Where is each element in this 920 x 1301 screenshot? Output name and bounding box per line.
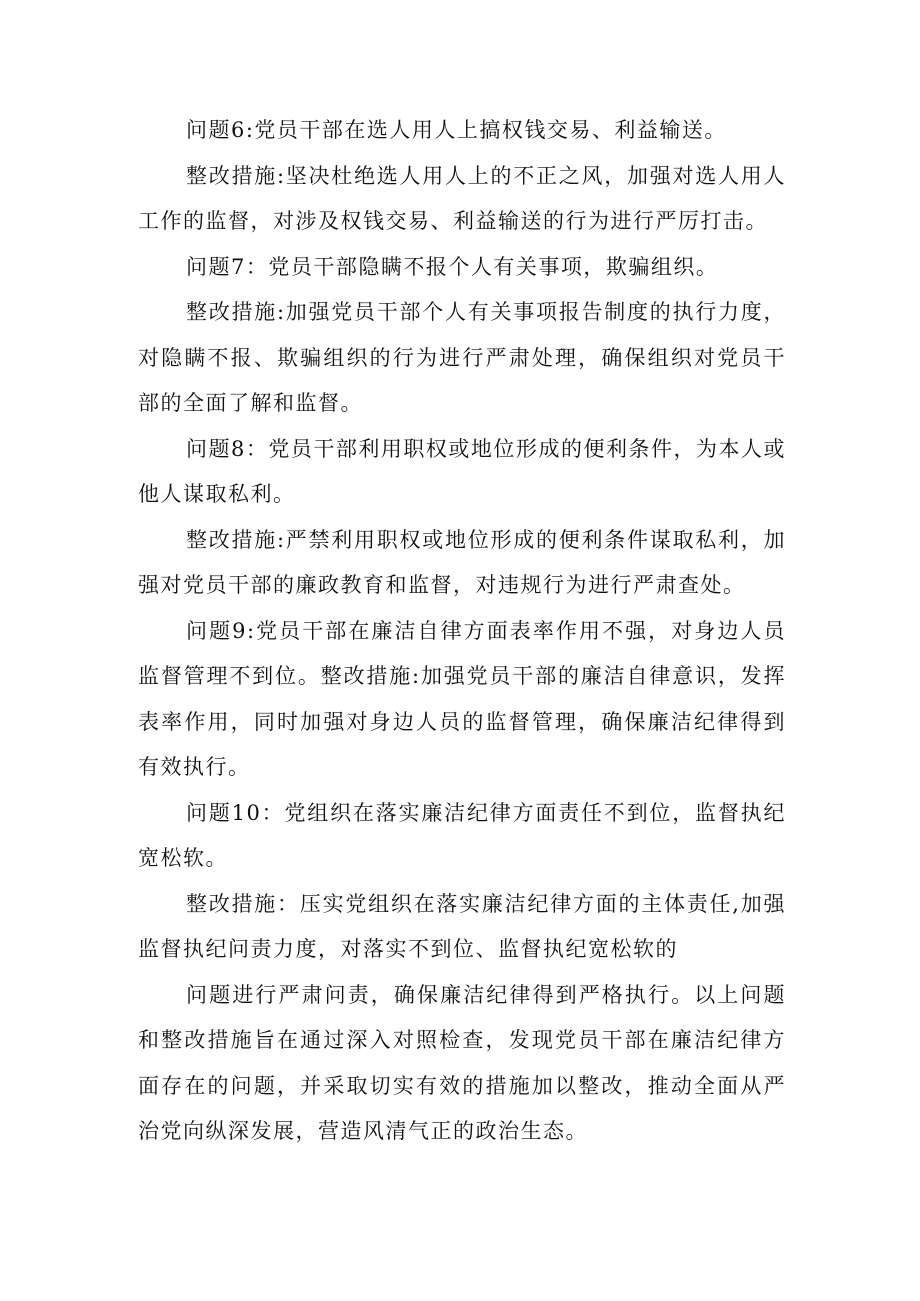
paragraph-issue-10: 问题10：党组织在落实廉洁纪律方面责任不到位，监督执纪宽松软。 [138,800,786,870]
paragraph-measure-7: 整改措施:加强党员干部个人有关事项报告制度的执行力度，对隐瞒不报、欺骗组织的行为进行严肃处理，确保组织对党员干部的全面了解和监督。 [138,300,786,415]
paragraph-measure-10: 整改措施：压实党组织在落实廉洁纪律方面的主体责任,加强监督执纪问责力度，对落实不到位、监督执纪宽松软的 [138,891,786,961]
paragraph-measure-8: 整改措施:严禁利用职权或地位形成的便利条件谋取私利，加强对党员干部的廉政教育和监督，对违规行为进行严肃查处。 [138,527,786,597]
paragraph-issue-6: 问题6:党员干部在选人用人上搞权钱交易、利益输送。 [186,118,727,142]
paragraph-issue-8: 问题8：党员干部利用职权或地位形成的便利条件，为本人或他人谋取私利。 [138,436,786,506]
paragraph-measure-6: 整改措施:坚决杜绝选人用人上的不正之风，加强对选人用人工作的监督，对涉及权钱交易、利益输送的行为进行严厉打击。 [138,163,786,233]
paragraph-issue-9: 问题9:党员干部在廉洁自律方面表率作用不强，对身边人员监督管理不到位。整改措施:加强党员干部的廉洁自律意识，发挥表率作用，同时加强对身边人员的监督管理，确保廉洁纪律得到有效执行。 [138,618,786,779]
paragraph-issue-7: 问题7：党员干部隐瞒不报个人有关事项，欺骗组织。 [186,254,719,279]
document-body [138,108,786,1155]
paragraph-conclusion: 问题进行严肃问责，确保廉洁纪律得到严格执行。以上问题和整改措施旨在通过深入对照检查，发现党员干部在廉洁纪律方面存在的问题，并采取切实有效的措施加以整改，推动全面从严治党向纵深发展，营造风清气正的政治生态。 [138,982,786,1143]
